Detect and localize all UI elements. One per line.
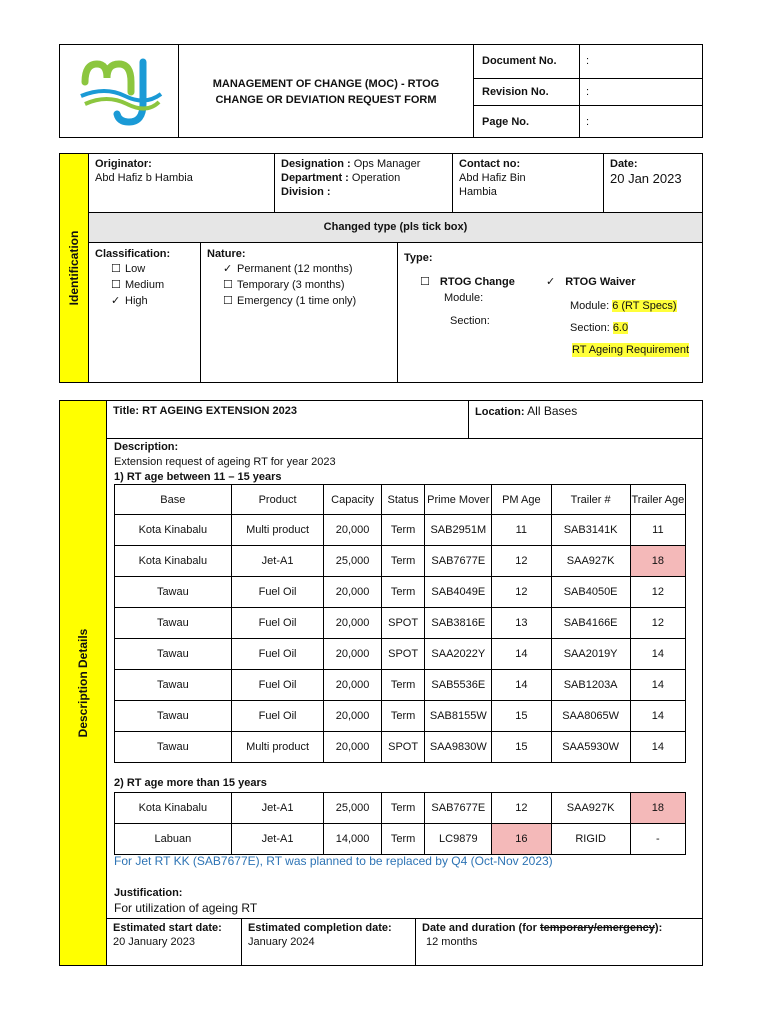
table-row <box>115 608 686 639</box>
identification-tab: Identification <box>59 153 89 383</box>
table-row <box>115 515 686 546</box>
table-cell: SAA927K <box>551 546 630 577</box>
table-cell: SAB7677E <box>425 546 492 577</box>
table-cell: 12 <box>492 546 551 577</box>
table-cell: SAA2019Y <box>551 639 630 670</box>
table-cell: Jet-A1 <box>231 824 324 855</box>
description-tab: Description Details <box>59 400 107 966</box>
table-cell: SAB4166E <box>551 608 630 639</box>
table-cell: 20,000 <box>324 670 381 701</box>
table-cell: Jet-A1 <box>231 546 324 577</box>
table-cell: Tawau <box>115 701 232 732</box>
table-cell: 15 <box>492 701 551 732</box>
table-row <box>115 732 686 763</box>
table-cell: 18 <box>630 793 685 824</box>
table-cell: Tawau <box>115 639 232 670</box>
table-cell: Term <box>381 546 425 577</box>
table-cell: SAB1203A <box>551 670 630 701</box>
col-header: Trailer Age <box>630 485 685 515</box>
checkmark-icon: ✓ <box>223 262 233 275</box>
rtog-waiver-option[interactable]: ✓ RTOG Waiver <box>546 275 636 288</box>
rt-table-over-15 <box>114 792 686 855</box>
table-cell: 20,000 <box>324 732 381 763</box>
table-cell: Tawau <box>115 732 232 763</box>
meta-revision-no: Revision No. : <box>474 79 703 106</box>
table-cell: Kota Kinabalu <box>115 515 232 546</box>
section2-heading: 2) RT age more than 15 years <box>114 777 267 789</box>
classification-medium[interactable]: ☐ Medium <box>111 278 165 291</box>
rtog-change-section: Section: <box>450 315 490 327</box>
replacement-note: For Jet RT KK (SAB7677E), RT was planned to be replaced by Q4 (Oct-Nov 2023) <box>114 854 553 868</box>
table-cell: Tawau <box>115 670 232 701</box>
designation-cell: Designation : Ops Manager Department : Operation Division : <box>274 153 453 213</box>
table-cell: Term <box>381 670 425 701</box>
waiver-requirement: RT Ageing Requirement <box>572 344 689 356</box>
table-cell: RIGID <box>551 824 630 855</box>
checkbox-icon: ☐ <box>223 294 233 307</box>
title-cell: Title: RT AGEING EXTENSION 2023 <box>106 400 469 439</box>
rtog-change-module: Module: <box>444 292 484 304</box>
table-cell: SAA9830W <box>425 732 492 763</box>
table-cell: Term <box>381 577 425 608</box>
col-header: Status <box>381 485 425 515</box>
table-cell: SAB4049E <box>425 577 492 608</box>
classification-cell: Classification: ☐ Low ☐ Medium ✓ High <box>88 242 201 383</box>
checkbox-icon: ☐ <box>111 262 121 275</box>
table-cell: SAB2951M <box>425 515 492 546</box>
col-header: Base <box>115 485 232 515</box>
table-cell: SPOT <box>381 639 425 670</box>
nature-cell: Nature: ✓ Permanent (12 months) ☐ Temporary (3 months) ☐ Emergency (1 time only) <box>200 242 398 383</box>
table-cell: - <box>630 824 685 855</box>
col-header: Product <box>231 485 324 515</box>
table-cell: SAB5536E <box>425 670 492 701</box>
table-row <box>115 670 686 701</box>
date-cell: Date: 20 Jan 2023 <box>603 153 703 213</box>
table-cell: 12 <box>492 577 551 608</box>
table-cell: 12 <box>630 608 685 639</box>
table-cell: 15 <box>492 732 551 763</box>
table-cell: 14 <box>492 670 551 701</box>
table-cell: 18 <box>630 546 685 577</box>
classification-low[interactable]: ☐ Low <box>111 262 146 275</box>
type-cell: Type: ☐ RTOG Change Module: Section: ✓ RTOG Waiver Module: 6 (RT Specs) Section: 6.0 RT Ageing Requirement <box>397 242 703 383</box>
table-cell: 11 <box>630 515 685 546</box>
table-cell: 13 <box>492 608 551 639</box>
checkbox-icon: ☐ <box>223 278 233 291</box>
rt-table-11-15 <box>114 484 686 763</box>
checkbox-icon: ☐ <box>420 275 430 288</box>
table-row <box>115 639 686 670</box>
table-cell: 20,000 <box>324 608 381 639</box>
table-cell: Multi product <box>231 515 324 546</box>
table-cell: SAA8065W <box>551 701 630 732</box>
rtog-change-option[interactable]: ☐ RTOG Change <box>420 275 515 288</box>
table-row <box>115 577 686 608</box>
table-cell: SAB3816E <box>425 608 492 639</box>
table-cell: Tawau <box>115 608 232 639</box>
table-cell: 12 <box>630 577 685 608</box>
table-cell: 16 <box>492 824 551 855</box>
meta-document-no: Document No. : <box>474 44 703 79</box>
contact-cell: Contact no: Abd Hafiz Bin Hambia <box>452 153 604 213</box>
nature-permanent[interactable]: ✓ Permanent (12 months) <box>223 262 353 275</box>
table-cell: 14,000 <box>324 824 381 855</box>
table-cell: 25,000 <box>324 793 381 824</box>
table-cell: SAA5930W <box>551 732 630 763</box>
table-cell: 20,000 <box>324 639 381 670</box>
table-cell: SAB7677E <box>425 793 492 824</box>
completion-date-cell: Estimated completion date: January 2024 <box>241 918 416 966</box>
table-cell: SPOT <box>381 732 425 763</box>
table-cell: Jet-A1 <box>231 793 324 824</box>
checkbox-icon: ☐ <box>111 278 121 291</box>
waiver-module: Module: 6 (RT Specs) <box>570 300 677 312</box>
meta-page-no: Page No. : <box>474 106 703 138</box>
table-cell: Term <box>381 701 425 732</box>
table-cell: Term <box>381 824 425 855</box>
col-header: Trailer # <box>551 485 630 515</box>
table-row <box>115 793 686 824</box>
table-row <box>115 701 686 732</box>
checkmark-icon: ✓ <box>546 275 556 288</box>
table-cell: 11 <box>492 515 551 546</box>
table-cell: Fuel Oil <box>231 577 324 608</box>
table-cell: 12 <box>492 793 551 824</box>
col-header: Capacity <box>324 485 381 515</box>
table-cell: SAB3141K <box>551 515 630 546</box>
table-cell: SAA2022Y <box>425 639 492 670</box>
originator-cell: Originator: Abd Hafiz b Hambia <box>88 153 275 213</box>
document-meta <box>473 44 703 138</box>
table-cell: 20,000 <box>324 515 381 546</box>
table-cell: Term <box>381 793 425 824</box>
table-cell: Term <box>381 515 425 546</box>
table-cell: Fuel Oil <box>231 670 324 701</box>
table-cell: SAB8155W <box>425 701 492 732</box>
table-cell: SPOT <box>381 608 425 639</box>
table-cell: 14 <box>630 701 685 732</box>
table-cell: SAB4050E <box>551 577 630 608</box>
duration-cell: Date and duration (for temporary/emergency): 12 months <box>415 918 703 966</box>
checkmark-icon: ✓ <box>111 294 121 307</box>
table-cell: Fuel Oil <box>231 701 324 732</box>
form-title: MANAGEMENT OF CHANGE (MOC) - RTOG CHANGE OR DEVIATION REQUEST FORM <box>212 78 440 106</box>
logo-cell <box>59 44 179 138</box>
col-header: PM Age <box>492 485 551 515</box>
table-cell: 20,000 <box>324 701 381 732</box>
table-row <box>115 546 686 577</box>
table-cell: LC9879 <box>425 824 492 855</box>
table-cell: 14 <box>492 639 551 670</box>
table-row <box>115 824 686 855</box>
table-cell: Fuel Oil <box>231 639 324 670</box>
table-cell: Kota Kinabalu <box>115 793 232 824</box>
nature-emergency[interactable]: ☐ Emergency (1 time only) <box>223 294 357 307</box>
table-header-row <box>115 485 686 515</box>
table-cell: 25,000 <box>324 546 381 577</box>
description-text: Description: Extension request of ageing RT for year 2023 1) RT age between 11 – 15 years <box>114 441 336 483</box>
table-cell: Fuel Oil <box>231 608 324 639</box>
justification: Justification: For utilization of ageing RT <box>114 887 258 915</box>
table-cell: 14 <box>630 670 685 701</box>
table-cell: Multi product <box>231 732 324 763</box>
nature-temporary[interactable]: ☐ Temporary (3 months) <box>223 278 345 291</box>
table-cell: Kota Kinabalu <box>115 546 232 577</box>
table-cell: SAA927K <box>551 793 630 824</box>
table-cell: Labuan <box>115 824 232 855</box>
changed-type-header: Changed type (pls tick box) <box>88 212 703 243</box>
company-logo-icon <box>75 52 165 132</box>
location-cell: Location: All Bases <box>468 400 703 439</box>
table-cell: 14 <box>630 639 685 670</box>
waiver-section: Section: 6.0 <box>570 322 629 334</box>
table-cell: Tawau <box>115 577 232 608</box>
table-cell: 14 <box>630 732 685 763</box>
table-cell: 20,000 <box>324 577 381 608</box>
start-date-cell: Estimated start date: 20 January 2023 <box>106 918 242 966</box>
classification-high[interactable]: ✓ High <box>111 294 148 307</box>
col-header: Prime Mover <box>425 485 492 515</box>
